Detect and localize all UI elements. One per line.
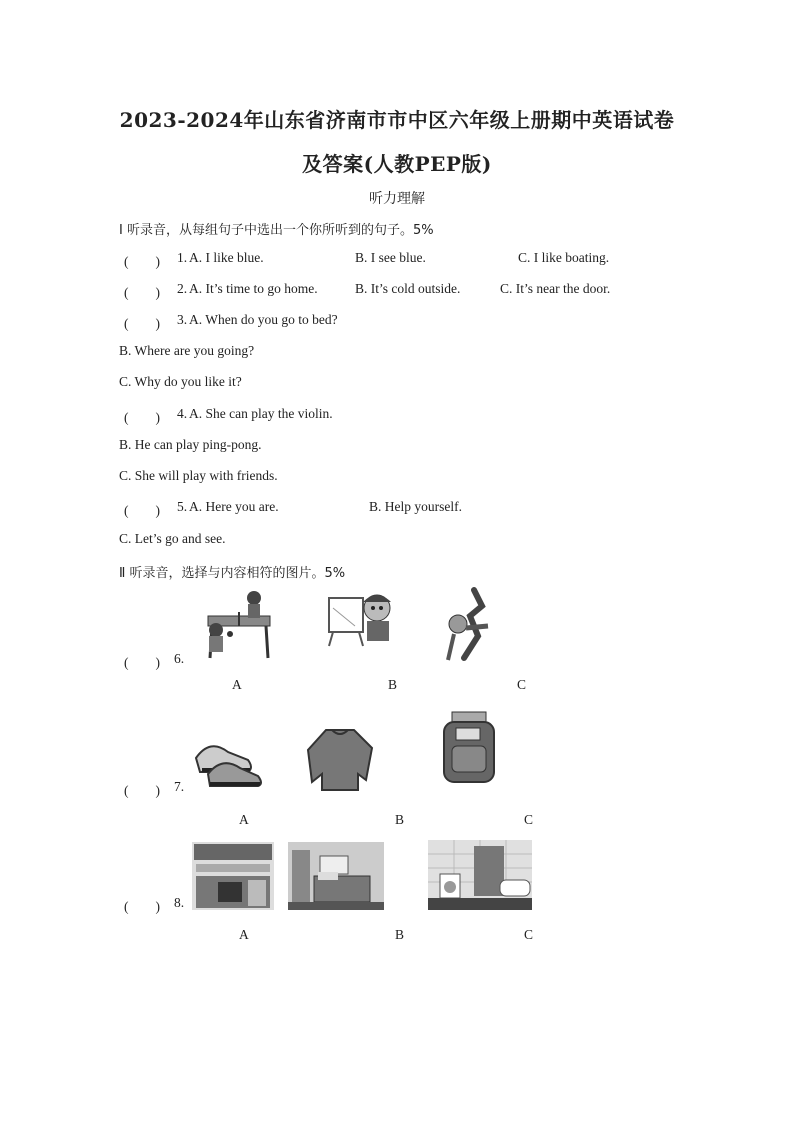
ping-pong-picture[interactable] [196, 590, 278, 664]
q1-option-b: B. I see blue. [355, 250, 426, 265]
q1-option-c: C. I like boating. [518, 250, 610, 265]
q1-number: 1. [177, 250, 188, 265]
q7-answer-blank[interactable]: ( ) [124, 783, 160, 798]
q5-number: 5. [177, 499, 188, 514]
dancing-boy-picture[interactable] [444, 586, 500, 666]
q6-label-b: B [388, 677, 398, 692]
part2-instruction: Ⅱ 听录音，选择与内容相符的图片。5% [119, 566, 346, 581]
kitchen-picture[interactable] [192, 842, 274, 910]
q4-number: 4. [177, 406, 188, 421]
q6-label-c: C [517, 677, 527, 692]
q4-option-b: B. He can play ping-pong. [119, 437, 262, 452]
sweater-picture[interactable] [304, 724, 378, 794]
q7-number: 7. [174, 779, 185, 794]
q5-answer-blank[interactable]: ( ) [124, 503, 160, 518]
q2-answer-blank[interactable]: ( ) [124, 285, 160, 300]
part1-instruction: I 听录音，从每组句子中选出一个你所听到的句子。5% [119, 223, 434, 238]
q3-option-c: C. Why do you like it? [119, 374, 242, 389]
q6-answer-blank[interactable]: ( ) [124, 655, 160, 670]
q2-option-a: A. It’s time to go home. [189, 281, 318, 296]
title-line-2: 及答案(人教PEP版) [302, 152, 492, 176]
q5-option-a: A. Here you are. [189, 499, 279, 514]
q2-number: 2. [177, 281, 188, 296]
q6-label-a: A [232, 677, 242, 692]
q2-option-c: C. It’s near the door. [500, 281, 611, 296]
q5-option-b: B. Help yourself. [369, 499, 462, 514]
q5-option-c: C. Let’s go and see. [119, 531, 226, 546]
q8-answer-blank[interactable]: ( ) [124, 899, 160, 914]
q4-option-a: A. She can play the violin. [189, 406, 333, 421]
q8-label-b: B [395, 927, 405, 942]
q8-label-a: A [239, 927, 249, 942]
q7-label-b: B [395, 812, 405, 827]
q4-answer-blank[interactable]: ( ) [124, 410, 160, 425]
q7-label-c: C [524, 812, 534, 827]
schoolbag-picture[interactable] [438, 710, 504, 784]
q2-option-b: B. It’s cold outside. [355, 281, 461, 296]
q3-number: 3. [177, 312, 188, 327]
q3-option-b: B. Where are you going? [119, 343, 255, 358]
sneakers-picture[interactable] [192, 734, 264, 790]
q8-label-c: C [524, 927, 534, 942]
q3-answer-blank[interactable]: ( ) [124, 316, 160, 331]
q1-option-a: A. I like blue. [189, 250, 264, 265]
section-heading: 听力理解 [369, 191, 425, 207]
drawing-boy-picture[interactable] [325, 588, 395, 648]
q4-option-c: C. She will play with friends. [119, 468, 278, 483]
q8-number: 8. [174, 895, 185, 910]
bathroom-picture[interactable] [428, 840, 532, 910]
title-line-1: 2023-2024年山东省济南市市中区六年级上册期中英语试卷 [119, 108, 675, 132]
q6-number: 6. [174, 651, 185, 666]
q3-option-a: A. When do you go to bed? [189, 312, 338, 327]
bedroom-picture[interactable] [288, 842, 384, 910]
q1-answer-blank[interactable]: ( ) [124, 254, 160, 269]
q7-label-a: A [239, 812, 249, 827]
